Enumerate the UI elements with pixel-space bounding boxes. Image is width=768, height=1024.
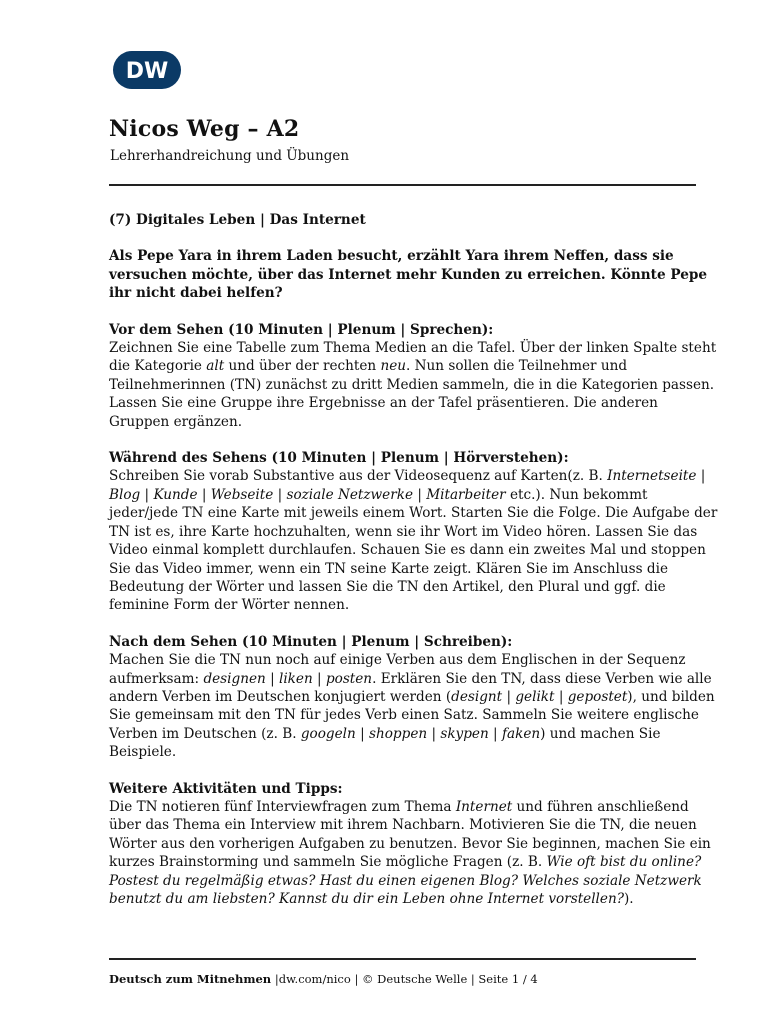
nach-dem-sehen-text: Machen Sie die TN nun noch auf einige Verben aus dem Englischen in der Sequenz aufmerksam: designen | liken | posten. Erklären Sie den TN, dass diese Verben wie alle andern Verben im Deutschen konjugiert werden (designt | gelikt | gepostet), und bilden Sie gemeinsam mit den TN für jedes Verb einen Satz. Sammeln Sie weitere englische Verben im Deutschen (z. B. googeln | shoppen | skypen | faken) und machen Sie Beispiele. [109, 652, 715, 761]
main-content [109, 211, 719, 908]
nach-dem-sehen-heading: Nach dem Sehen (10 Minuten | Plenum | Schreiben): [109, 633, 513, 650]
section-heading: (7) Digitales Leben | Das Internet [109, 212, 366, 228]
waehrend-des-sehens-text: Schreiben Sie vorab Substantive aus der Videosequenz auf Karten(z. B. Internetseite | Blog | Kunde | Webseite | soziale Netzwerke | Mitarbeiter etc.). Nun bekommt jeder/jede TN eine Karte mit jeweils einem Wort. Starten Sie die Folge. Die Aufgabe der TN ist es, ihre Karte hochzuhalten, wenn sie ihr Wort im Video hören. Lassen Sie das Video einmal komplett durchlaufen. Schauen Sie es dann ein zweites Mal und stoppen Sie das Video immer, wenn ein TN seine Karte zeigt. Klären Sie im Anschluss die Bedeutung der Wörter und lassen Sie die TN den Artikel, den Plural und ggf. die feminine Form der Wörter nennen. [109, 468, 718, 614]
dw-logo-text: DW [125, 59, 169, 84]
footer-info: |dw.com/nico | © Deutsche Welle | Seite 1 / 4 [271, 972, 538, 986]
waehrend-des-sehens-heading: Während des Sehens (10 Minuten | Plenum | Hörverstehen): [109, 450, 569, 467]
page-title: Nicos Weg – A2 [109, 116, 300, 142]
page-footer [109, 972, 538, 986]
vor-dem-sehen-heading: Vor dem Sehen (10 Minuten | Plenum | Sprechen): [109, 321, 494, 338]
footer-brand: Deutsch zum Mitnehmen [109, 972, 272, 986]
weitere-aktivitaeten-text: Die TN notieren fünf Interviewfragen zum Thema Internet und führen anschließend über das Thema ein Interview mit ihrem Nachbarn. Motivieren Sie die TN, die neuen Wörter aus den vorherigen Aufgaben zu benutzen. Bevor Sie beginnen, machen Sie ein kurzes Brainstorming und sammeln Sie mögliche Fragen (z. B. Wie oft bist du online? Postest du regelmäßig etwas? Hast du einen eigenen Blog? Welches soziale Netzwerk benutzt du am liebsten? Kannst du dir ein Leben ohne Internet vorstellen?). [109, 798, 711, 907]
vor-dem-sehen-text: Zeichnen Sie eine Tabelle zum Thema Medien an die Tafel. Über der linken Spalte steht die Kategorie alt und über der rechten neu. Nun sollen die Teilnehmer und Teilnehmerinnen (TN) zunächst zu dritt Medien sammeln, die in die Kategorien passen. Lassen Sie eine Gruppe ihre Ergebnisse an der Tafel präsentieren. Die anderen Gruppen ergänzen. [109, 340, 717, 430]
page-subtitle: Lehrerhandreichung und Übungen [110, 148, 350, 164]
footer-divider [109, 958, 696, 960]
header-divider [109, 184, 696, 186]
dw-logo [112, 50, 182, 90]
intro-paragraph: Als Pepe Yara in ihrem Laden besucht, erzählt Yara ihrem Neffen, dass sie versuchen möchte, über das Internet mehr Kunden zu erreichen. Könnte Pepe ihr nicht dabei helfen? [109, 248, 707, 302]
weitere-aktivitaeten-heading: Weitere Aktivitäten und Tipps: [109, 780, 343, 797]
